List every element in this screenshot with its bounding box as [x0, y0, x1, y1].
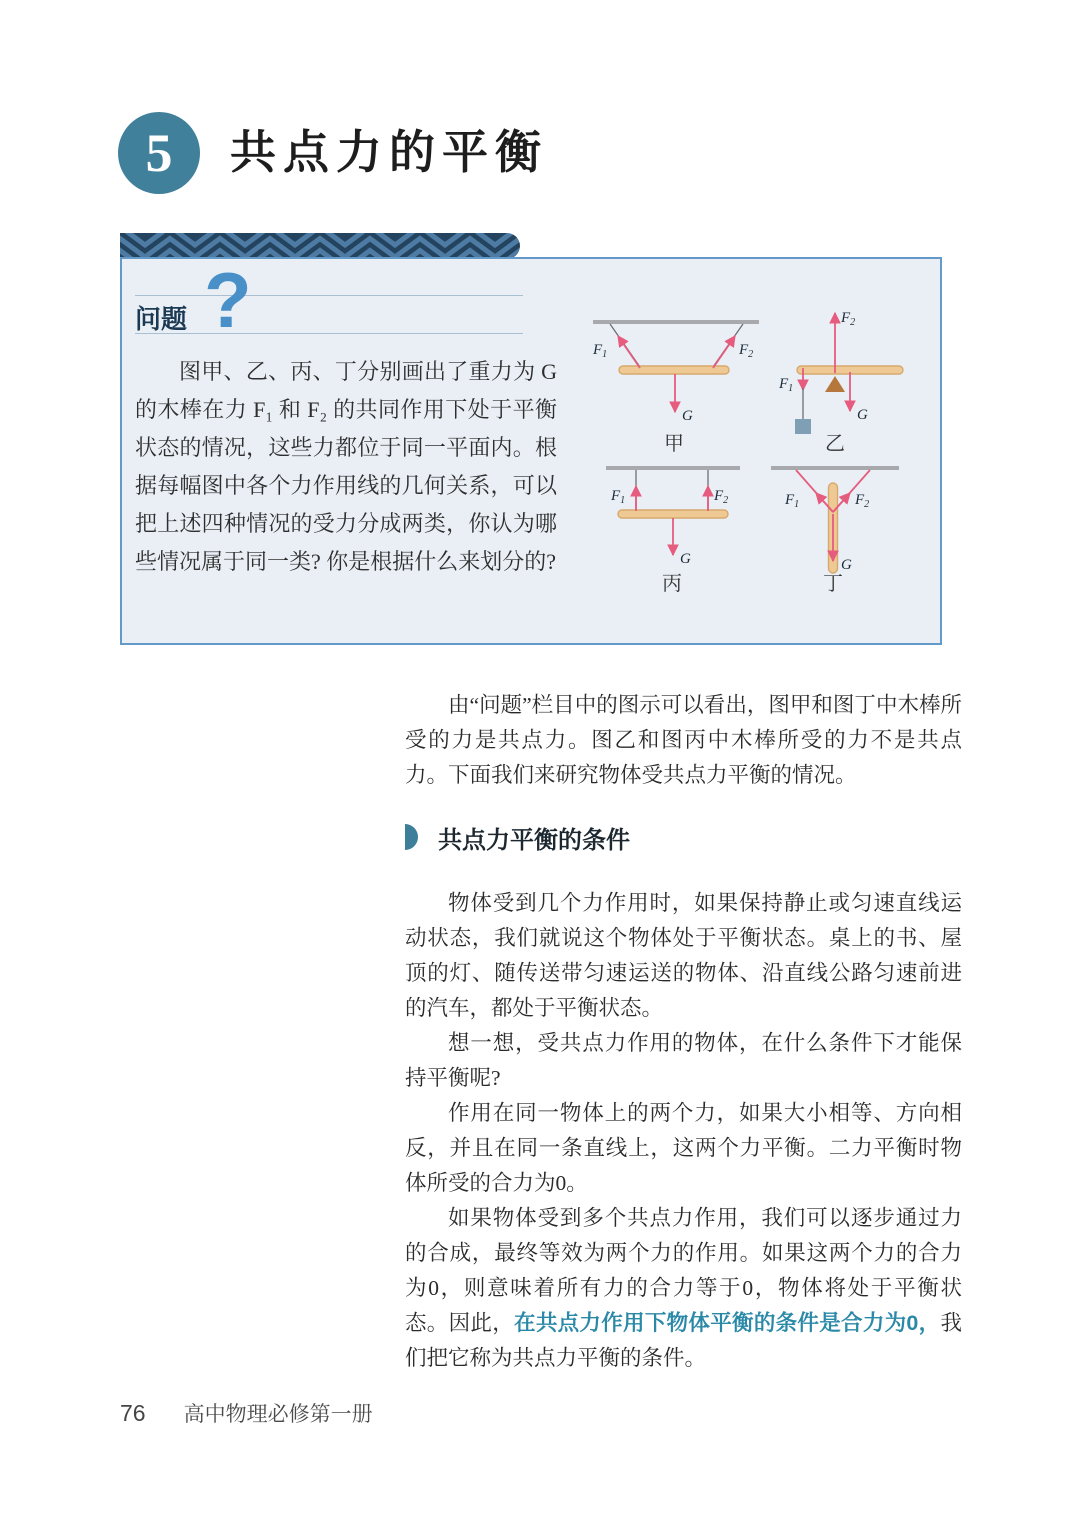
force-label-f1: $F_1$ — [785, 492, 800, 510]
diagram-bing — [606, 466, 740, 595]
question-header-rule-top — [135, 295, 523, 296]
force-label-g: G — [682, 408, 693, 424]
force-label-g: G — [857, 407, 868, 423]
page-title: 共点力的平衡 — [230, 127, 548, 178]
diagram-yi — [778, 310, 903, 455]
force-label-f1: $F_1$ — [593, 342, 608, 360]
section-heading: 共点力平衡的条件 — [438, 826, 630, 854]
caption-ding: 丁 — [823, 573, 843, 595]
wooden-rod — [618, 510, 728, 518]
force-arrow-f1 — [618, 336, 640, 368]
hanging-weight — [795, 419, 811, 434]
force-diagrams-figure — [573, 280, 943, 615]
force-label-f2: $F_2$ — [841, 310, 856, 328]
force-label-g: G — [841, 557, 852, 573]
force-label-f2: $F_2$ — [739, 342, 754, 360]
paragraph-conclusion — [405, 1201, 962, 1376]
paragraph-equilibrium: 物体受到几个力作用时，如果保持静止或匀速直线运动状态，我们就说这个物体处于平衡状态。桌上的书、屋顶的灯、随传送带匀速运送的物体、沿直线公路匀速前进的汽车，都处于平衡状态。 — [405, 891, 962, 1020]
page-footer — [120, 1398, 373, 1428]
conclusion-text-before: 如果物体受到多个共点力作用，我们可以逐步通过力的合成，最终等效为两个力的作用。如果这两个力的合力为0，则意味着所有力的合力等于0，物体将处于平衡状态。因此， — [405, 1206, 962, 1335]
paragraph-think: 想一想，受共点力作用的物体，在什么条件下才能保持平衡呢? — [405, 1031, 962, 1090]
footer-page-number: 76 — [120, 1400, 146, 1426]
conclusion-text-after: 我们把它称为共点力平衡的条件。 — [405, 1311, 962, 1370]
diagram-jia — [592, 320, 759, 455]
force-label-f1: $F_1$ — [611, 488, 626, 506]
question-box — [120, 257, 942, 645]
question-label: 问题 — [135, 304, 188, 334]
conclusion-highlight: 在共点力作用下物体平衡的条件是合力为0， — [514, 1311, 941, 1335]
chevron-pattern-icon — [120, 233, 520, 259]
section-heading-row — [405, 819, 962, 855]
ceiling-bar — [606, 466, 740, 470]
force-label-f2: $F_2$ — [855, 492, 870, 510]
force-diagrams-svg — [573, 280, 943, 610]
main-text-column — [405, 688, 962, 1376]
question-header-rule-bottom — [135, 333, 523, 334]
fulcrum-triangle — [825, 376, 845, 392]
chevron-banner-decoration — [120, 233, 520, 259]
caption-yi: 乙 — [825, 433, 845, 455]
force-label-f2: $F_2$ — [714, 488, 729, 506]
ceiling-bar — [593, 320, 759, 324]
caption-bing: 丙 — [662, 573, 682, 595]
force-arrow-f2 — [713, 336, 735, 368]
intro-paragraph: 由“问题”栏目中的图示可以看出，图甲和图丁中木棒所受的力是共点力。图乙和图丙中木棒所受的力不是共点力。下面我们来研究物体受共点力平衡的情况。 — [405, 693, 962, 787]
question-text: 图甲、乙、丙、丁分别画出了重力为 G 的木棒在力 F₁ 和 F₂ 的共同作用下处于平衡状态的情况，这些力都位于同一平面内。根据每幅图中各个力作用线的几何关系，可以把上述四种情况的受力分成两类，你认为哪些情况属于同一类? 你是根据什么来划分的? — [135, 359, 557, 574]
section-bullet-icon — [405, 824, 418, 850]
force-label-g: G — [680, 551, 691, 567]
footer-book-title: 高中物理必修第一册 — [183, 1402, 373, 1426]
caption-jia: 甲 — [664, 433, 684, 455]
section-number: 5 — [145, 123, 173, 183]
paragraph-two-forces: 作用在同一物体上的两个力，如果大小相等、方向相反，并且在同一条直线上，这两个力平衡。二力平衡时物体所受的合力为0。 — [405, 1101, 962, 1195]
diagram-ding — [771, 466, 899, 595]
section-number-badge — [118, 112, 200, 194]
force-label-f1: $F_1$ — [779, 376, 794, 394]
ceiling-bar — [771, 466, 899, 470]
question-mark-icon: ? — [204, 256, 252, 344]
